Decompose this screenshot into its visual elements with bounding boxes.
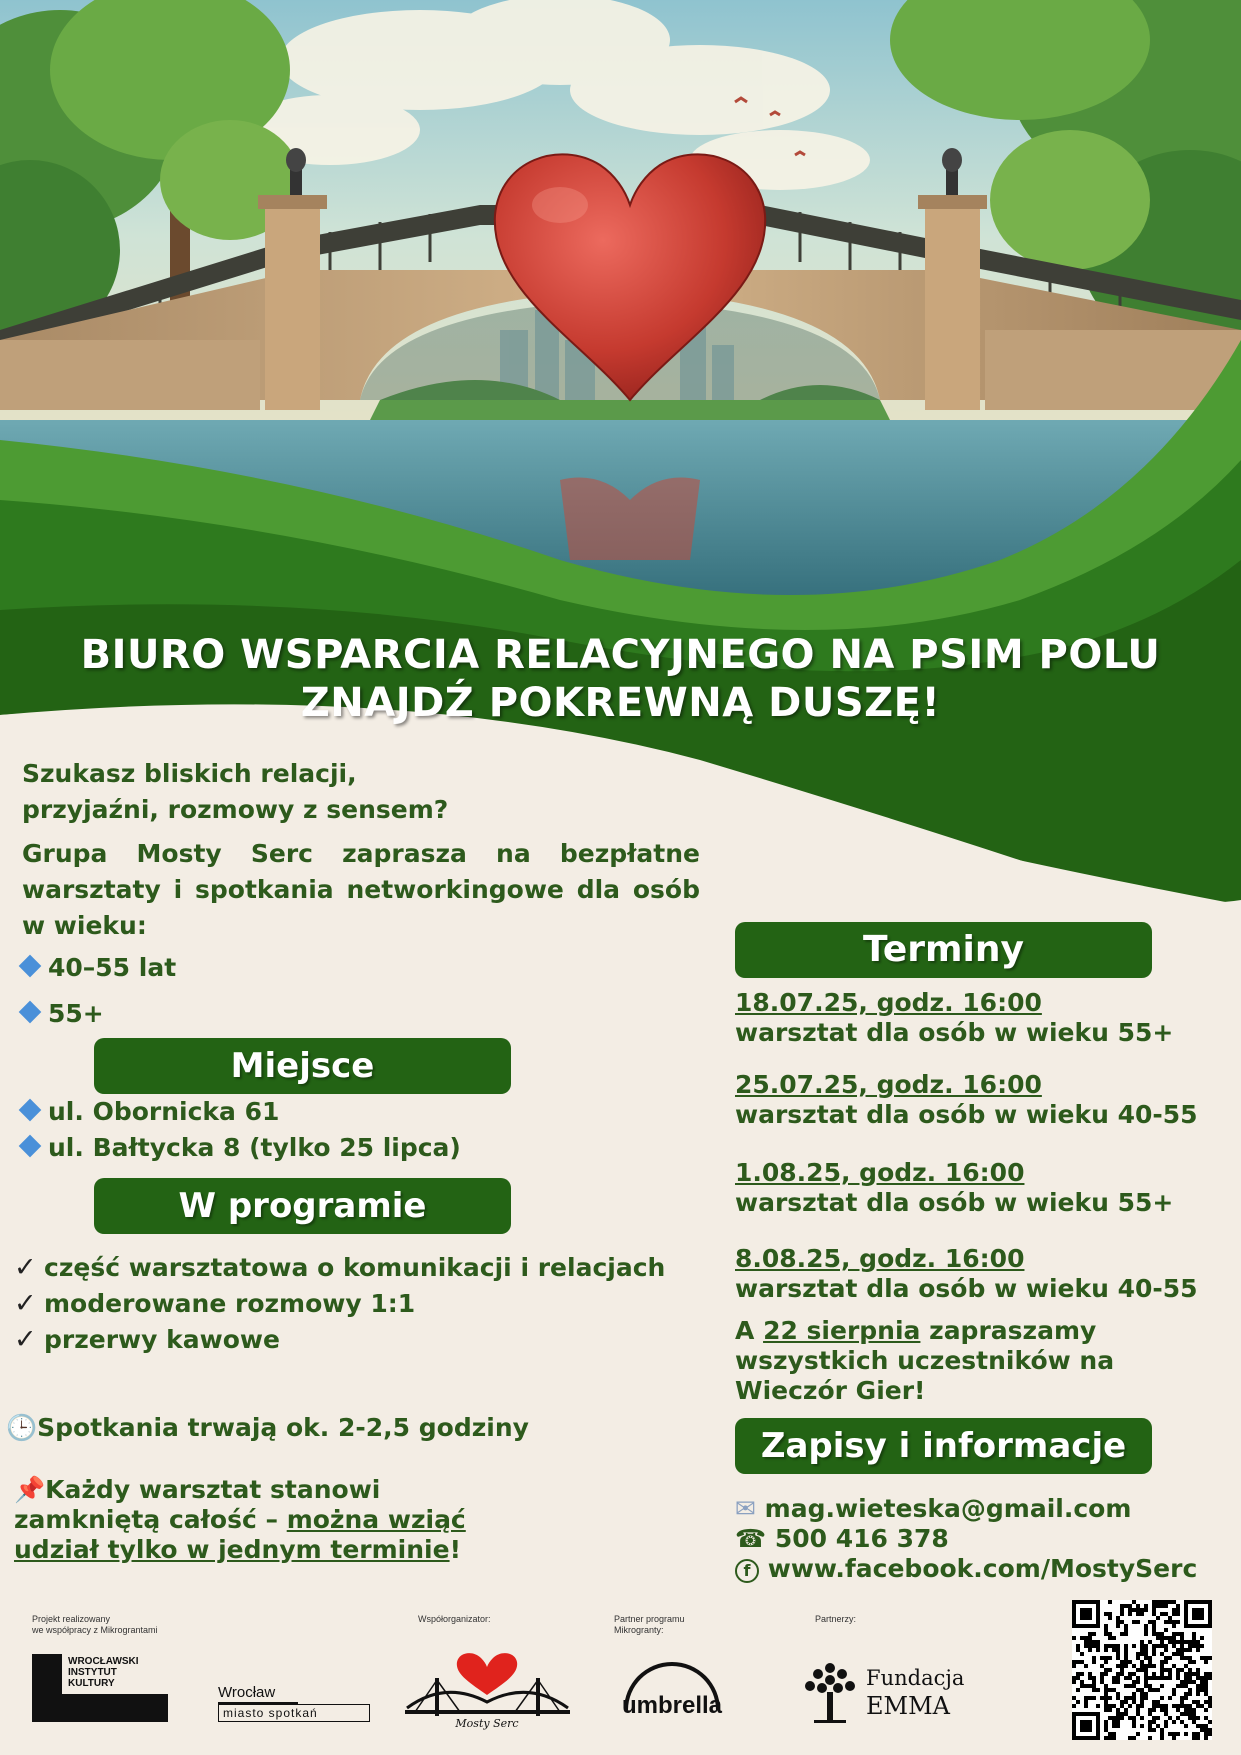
age-group-label: 40–55 lat [48, 953, 177, 982]
fundacja-emma-logo: Fundacja EMMA [800, 1658, 960, 1724]
term-desc: warsztat dla osób w wieku 40-55 [735, 1274, 1198, 1303]
program-header: W programie [94, 1178, 511, 1234]
wik-logo: WROCŁAWSKI INSTYTUT KULTURY [32, 1654, 168, 1722]
checkmark-icon: ✓ [14, 1288, 37, 1319]
program-item [14, 1250, 665, 1286]
program-label: część warsztatowa o komunikacji i relacjach [44, 1253, 666, 1282]
svg-text:Mosty Serc: Mosty Serc [455, 1717, 519, 1730]
phone-icon: ☎ [735, 1524, 767, 1553]
note-line-3: udział tylko w jednym terminie! [14, 1535, 461, 1564]
duration-line [6, 1410, 529, 1446]
place-label: ul. Bałtycka 8 (tylko 25 lipca) [48, 1133, 461, 1162]
age-group-item [22, 996, 104, 1032]
partner-label-2: Mikrogranty: [614, 1625, 664, 1635]
term-desc: warsztat dla osób w wieku 55+ [735, 1188, 1174, 1217]
term-date: 18.07.25, godz. 16:00 [735, 988, 1042, 1017]
mosty-serc-logo [405, 1650, 570, 1730]
diamond-icon [19, 1135, 42, 1158]
terms-header: Terminy [735, 922, 1152, 978]
duration-text: Spotkania trwają ok. 2-2,5 godziny [37, 1413, 529, 1442]
place-header: Miejsce [94, 1038, 511, 1094]
program-item [14, 1322, 280, 1358]
contact-phone[interactable]: ☎ 500 416 378 [735, 1524, 949, 1553]
games-line-3: Wieczór Gier! [735, 1376, 926, 1405]
envelope-icon: ✉ [735, 1494, 756, 1523]
qr-code[interactable] [1072, 1600, 1212, 1740]
clock-icon: 🕒 [6, 1413, 38, 1442]
note-line-1: 📌Każdy warsztat stanowi [14, 1475, 381, 1504]
tree-icon [800, 1658, 860, 1724]
program-item [14, 1286, 415, 1322]
program-label: moderowane rozmowy 1:1 [44, 1289, 416, 1318]
age-group-label: 55+ [48, 999, 104, 1028]
intro-line-2: przyjaźni, rozmowy z sensem? [22, 795, 449, 824]
project-label-1: Projekt realizowany [32, 1614, 111, 1624]
place-label: ul. Obornicka 61 [48, 1097, 280, 1126]
contact-email[interactable]: ✉ mag.wieteska@gmail.com [735, 1494, 1132, 1523]
term-date: 1.08.25, godz. 16:00 [735, 1158, 1025, 1187]
partners-label: Partnerzy: [815, 1614, 857, 1624]
note-line-2: zamkniętą całość – można wziąć [14, 1505, 466, 1534]
term-date: 8.08.25, godz. 16:00 [735, 1244, 1025, 1273]
coorganizer-label: Współorganizator: [418, 1614, 491, 1624]
games-line-1: A 22 sierpnia zapraszamy [735, 1316, 1097, 1345]
pushpin-icon: 📌 [14, 1475, 46, 1504]
diamond-icon [19, 1001, 42, 1024]
contact-header: Zapisy i informacje [735, 1418, 1152, 1474]
term-desc: warsztat dla osób w wieku 40-55 [735, 1100, 1198, 1129]
wik-logo-bar [62, 1694, 168, 1722]
intro-line-1: Szukasz bliskich relacji, [22, 759, 357, 788]
term-date: 25.07.25, godz. 16:00 [735, 1070, 1042, 1099]
program-label: przerwy kawowe [44, 1325, 280, 1354]
project-label-2: we współpracy z Mikrograntami [32, 1625, 158, 1635]
place-item [22, 1094, 279, 1130]
umbrella-logo: umbrella [612, 1662, 732, 1724]
intro-paragraph-line-3: w wieku: [22, 911, 147, 940]
wroclaw-logo: Wrocław miasto spotkań [218, 1684, 370, 1722]
title-line-1: BIURO WSPARCIA RELACYJNEGO NA PSIM POLU [80, 632, 1161, 678]
wik-logo-mark [32, 1654, 62, 1722]
diamond-icon [19, 955, 42, 978]
checkmark-icon: ✓ [14, 1324, 37, 1355]
diamond-icon [19, 1099, 42, 1122]
partner-label-1: Partner programu [614, 1614, 685, 1624]
facebook-icon: f [735, 1559, 759, 1583]
checkmark-icon: ✓ [14, 1252, 37, 1283]
age-group-item [22, 950, 176, 986]
place-item [22, 1130, 461, 1166]
intro-paragraph-line-1: Grupa Mosty Serc zaprasza na bezpłatne [22, 839, 700, 868]
term-desc: warsztat dla osób w wieku 55+ [735, 1018, 1174, 1047]
intro-paragraph-line-2: warsztaty i spotkania networkingowe dla osób [22, 875, 700, 904]
title-line-2: ZNAJDŹ POKREWNĄ DUSZĘ! [300, 680, 941, 726]
contact-facebook[interactable]: f www.facebook.com/MostySerc [735, 1554, 1197, 1584]
games-line-2: wszystkich uczestników na [735, 1346, 1115, 1375]
